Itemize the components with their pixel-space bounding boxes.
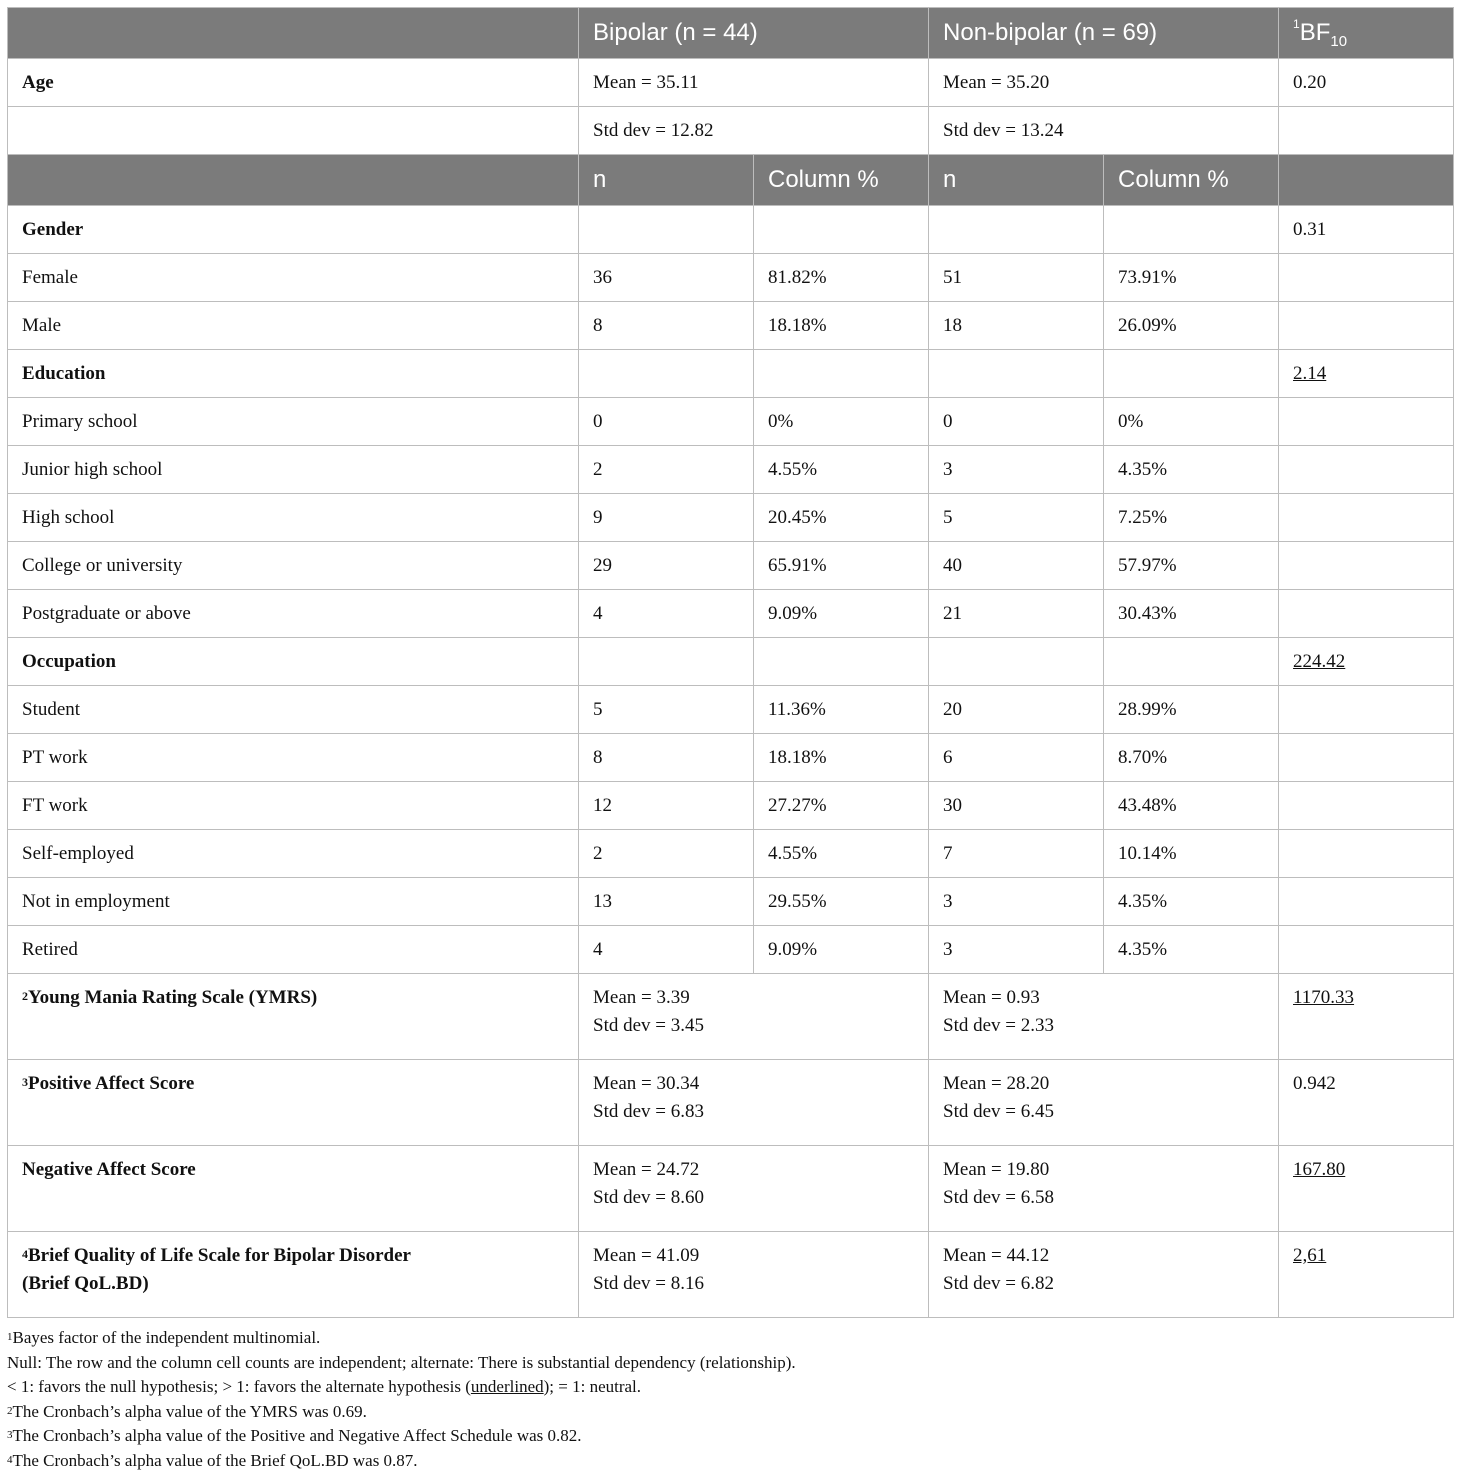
row-label: FT work	[8, 782, 579, 830]
bipolar-n: 2	[579, 446, 754, 494]
bipolar-n: 13	[579, 878, 754, 926]
empty-cell	[754, 350, 929, 398]
footnote-4: $^4$The Cronbach’s alpha value of the Brief QoL.BD was 0.87.	[7, 1449, 1453, 1473]
empty-cell	[1279, 686, 1454, 734]
bipolar-n: 4	[579, 590, 754, 638]
empty-cell	[1279, 398, 1454, 446]
bipolar-pct: 18.18%	[754, 734, 929, 782]
nonbipolar-n: 30	[929, 782, 1104, 830]
bipolar-pct: 9.09%	[754, 590, 929, 638]
table-row	[8, 542, 1454, 590]
empty-cell	[1279, 254, 1454, 302]
footnote-1: $^1$Bayes factor of the independent multinomial.	[7, 1326, 1453, 1351]
subheader-nonbipolar-pct: Column %	[1104, 155, 1279, 206]
bipolar-n: 5	[579, 686, 754, 734]
occupation-bf-value: 224.42	[1293, 651, 1345, 672]
table-container	[7, 7, 1453, 1473]
scale-bipolar: Mean = 3.39 Std dev = 3.45	[579, 974, 929, 1060]
row-label: Junior high school	[8, 446, 579, 494]
empty-cell	[1279, 926, 1454, 974]
bipolar-n: 8	[579, 302, 754, 350]
table-row	[8, 446, 1454, 494]
bipolar-pct: 4.55%	[754, 446, 929, 494]
nonbipolar-pct: 43.48%	[1104, 782, 1279, 830]
subheader-bipolar-n: n	[579, 155, 754, 206]
education-heading-row	[8, 350, 1454, 398]
nonbipolar-n: 3	[929, 878, 1104, 926]
table-row	[8, 590, 1454, 638]
age-label: Age	[8, 59, 579, 107]
empty-cell	[754, 638, 929, 686]
bipolar-pct: 81.82%	[754, 254, 929, 302]
row-label: Retired	[8, 926, 579, 974]
header-nonbipolar: Non-bipolar (n = 69)	[929, 8, 1279, 59]
row-label: Postgraduate or above	[8, 590, 579, 638]
nonbipolar-pct: 30.43%	[1104, 590, 1279, 638]
table-header-row	[8, 8, 1454, 59]
age-nonbipolar-sd: Std dev = 13.24	[929, 107, 1279, 155]
row-label: Student	[8, 686, 579, 734]
scale-bipolar: Mean = 30.34 Std dev = 6.83	[579, 1060, 929, 1146]
empty-cell	[1104, 206, 1279, 254]
nonbipolar-n: 6	[929, 734, 1104, 782]
bipolar-n: 36	[579, 254, 754, 302]
table-row	[8, 398, 1454, 446]
footnote-interpretation: < 1: favors the null hypothesis; > 1: favors the alternate hypothesis (underlined); = 1: neutral.	[7, 1375, 1453, 1400]
gender-bf	[1279, 206, 1454, 254]
scale-bf: 1170.33	[1279, 974, 1454, 1060]
empty-cell	[754, 206, 929, 254]
scale-label: $^3$Positive Affect Score	[8, 1060, 579, 1146]
nonbipolar-pct: 4.35%	[1104, 926, 1279, 974]
bipolar-n: 12	[579, 782, 754, 830]
header-bayes-factor: $^1BF_{10}$	[1279, 8, 1454, 59]
scale-bf: 2,61	[1279, 1232, 1454, 1318]
scale-label: $^2$Young Mania Rating Scale (YMRS)	[8, 974, 579, 1060]
empty-cell	[1279, 830, 1454, 878]
nonbipolar-n: 20	[929, 686, 1104, 734]
nonbipolar-n: 51	[929, 254, 1104, 302]
subheader-nonbipolar-n: n	[929, 155, 1104, 206]
table-row	[8, 878, 1454, 926]
footnote-null-hypothesis: Null: The row and the column cell counts are independent; alternate: There is substantial dependency (relationship).	[7, 1351, 1453, 1376]
bipolar-pct: 29.55%	[754, 878, 929, 926]
bipolar-pct: 11.36%	[754, 686, 929, 734]
education-label: Education	[8, 350, 579, 398]
nonbipolar-n: 3	[929, 926, 1104, 974]
bipolar-n: 29	[579, 542, 754, 590]
scale-row	[8, 974, 1454, 1060]
nonbipolar-n: 7	[929, 830, 1104, 878]
scale-nonbipolar: Mean = 28.20 Std dev = 6.45	[929, 1060, 1279, 1146]
scale-row	[8, 1146, 1454, 1232]
row-label: Self-employed	[8, 830, 579, 878]
empty-cell	[579, 638, 754, 686]
empty-cell	[1279, 734, 1454, 782]
age-sd-row	[8, 107, 1454, 155]
occupation-label: Occupation	[8, 638, 579, 686]
occupation-heading-row	[8, 638, 1454, 686]
scale-bipolar: Mean = 24.72 Std dev = 8.60	[579, 1146, 929, 1232]
occupation-bf	[1279, 638, 1454, 686]
scale-label: Negative Affect Score	[8, 1146, 579, 1232]
scale-bf: 0.942	[1279, 1060, 1454, 1146]
table-row	[8, 830, 1454, 878]
nonbipolar-pct: 26.09%	[1104, 302, 1279, 350]
empty-cell	[1279, 302, 1454, 350]
bipolar-pct: 4.55%	[754, 830, 929, 878]
empty-cell	[1279, 590, 1454, 638]
education-bf-value: 2.14	[1293, 363, 1326, 384]
bipolar-n: 0	[579, 398, 754, 446]
scale-bipolar: Mean = 41.09 Std dev = 8.16	[579, 1232, 929, 1318]
nonbipolar-n: 5	[929, 494, 1104, 542]
table-row	[8, 494, 1454, 542]
row-label: High school	[8, 494, 579, 542]
scale-row	[8, 1232, 1454, 1318]
empty-cell	[929, 206, 1104, 254]
table-row	[8, 782, 1454, 830]
nonbipolar-pct: 7.25%	[1104, 494, 1279, 542]
empty-cell	[1279, 782, 1454, 830]
table-row	[8, 734, 1454, 782]
nonbipolar-pct: 10.14%	[1104, 830, 1279, 878]
header-bipolar: Bipolar (n = 44)	[579, 8, 929, 59]
nonbipolar-pct: 57.97%	[1104, 542, 1279, 590]
nonbipolar-n: 0	[929, 398, 1104, 446]
table-footnotes	[7, 1326, 1453, 1473]
empty-cell	[1104, 638, 1279, 686]
nonbipolar-n: 40	[929, 542, 1104, 590]
bipolar-pct: 18.18%	[754, 302, 929, 350]
empty-cell	[1279, 494, 1454, 542]
footnote-3: $^3$The Cronbach’s alpha value of the Positive and Negative Affect Schedule was 0.82.	[7, 1424, 1453, 1449]
bipolar-pct: 0%	[754, 398, 929, 446]
gender-label: Gender	[8, 206, 579, 254]
education-bf	[1279, 350, 1454, 398]
empty-cell	[1104, 350, 1279, 398]
bipolar-pct: 65.91%	[754, 542, 929, 590]
bipolar-pct: 9.09%	[754, 926, 929, 974]
nonbipolar-n: 21	[929, 590, 1104, 638]
table-row	[8, 254, 1454, 302]
age-bipolar-sd: Std dev = 12.82	[579, 107, 929, 155]
nonbipolar-pct: 28.99%	[1104, 686, 1279, 734]
bipolar-n: 8	[579, 734, 754, 782]
nonbipolar-pct: 4.35%	[1104, 878, 1279, 926]
age-bipolar-mean: Mean = 35.11	[579, 59, 929, 107]
nonbipolar-pct: 4.35%	[1104, 446, 1279, 494]
gender-heading-row	[8, 206, 1454, 254]
table-row	[8, 302, 1454, 350]
nonbipolar-pct: 8.70%	[1104, 734, 1279, 782]
scale-bf: 167.80	[1279, 1146, 1454, 1232]
row-label: PT work	[8, 734, 579, 782]
age-mean-row	[8, 59, 1454, 107]
bipolar-pct: 27.27%	[754, 782, 929, 830]
bipolar-n: 2	[579, 830, 754, 878]
nonbipolar-n: 18	[929, 302, 1104, 350]
scale-label: $^4$Brief Quality of Life Scale for Bipolar Disorder (Brief QoL.BD)	[8, 1232, 579, 1318]
subheader-bipolar-pct: Column %	[754, 155, 929, 206]
subheader-row	[8, 155, 1454, 206]
scale-nonbipolar: Mean = 44.12 Std dev = 6.82	[929, 1232, 1279, 1318]
nonbipolar-pct: 0%	[1104, 398, 1279, 446]
gender-bf-value: 0.31	[1293, 219, 1326, 240]
bipolar-n: 9	[579, 494, 754, 542]
demographics-table	[7, 7, 1454, 1318]
table-row	[8, 686, 1454, 734]
bipolar-n: 4	[579, 926, 754, 974]
empty-cell	[1279, 878, 1454, 926]
scale-row	[8, 1060, 1454, 1146]
row-label: Female	[8, 254, 579, 302]
header-empty-cell	[8, 8, 579, 59]
empty-cell	[929, 350, 1104, 398]
scale-nonbipolar: Mean = 19.80 Std dev = 6.58	[929, 1146, 1279, 1232]
empty-cell	[929, 638, 1104, 686]
row-label: College or university	[8, 542, 579, 590]
footnote-2: $^2$The Cronbach’s alpha value of the YMRS was 0.69.	[7, 1400, 1453, 1425]
empty-cell	[1279, 542, 1454, 590]
table-row	[8, 926, 1454, 974]
age-bf: 0.20	[1279, 59, 1454, 107]
row-label: Primary school	[8, 398, 579, 446]
row-label: Not in employment	[8, 878, 579, 926]
nonbipolar-pct: 73.91%	[1104, 254, 1279, 302]
empty-cell	[579, 206, 754, 254]
empty-cell	[1279, 446, 1454, 494]
row-label: Male	[8, 302, 579, 350]
scale-nonbipolar: Mean = 0.93 Std dev = 2.33	[929, 974, 1279, 1060]
nonbipolar-n: 3	[929, 446, 1104, 494]
bipolar-pct: 20.45%	[754, 494, 929, 542]
age-nonbipolar-mean: Mean = 35.20	[929, 59, 1279, 107]
empty-cell	[579, 350, 754, 398]
